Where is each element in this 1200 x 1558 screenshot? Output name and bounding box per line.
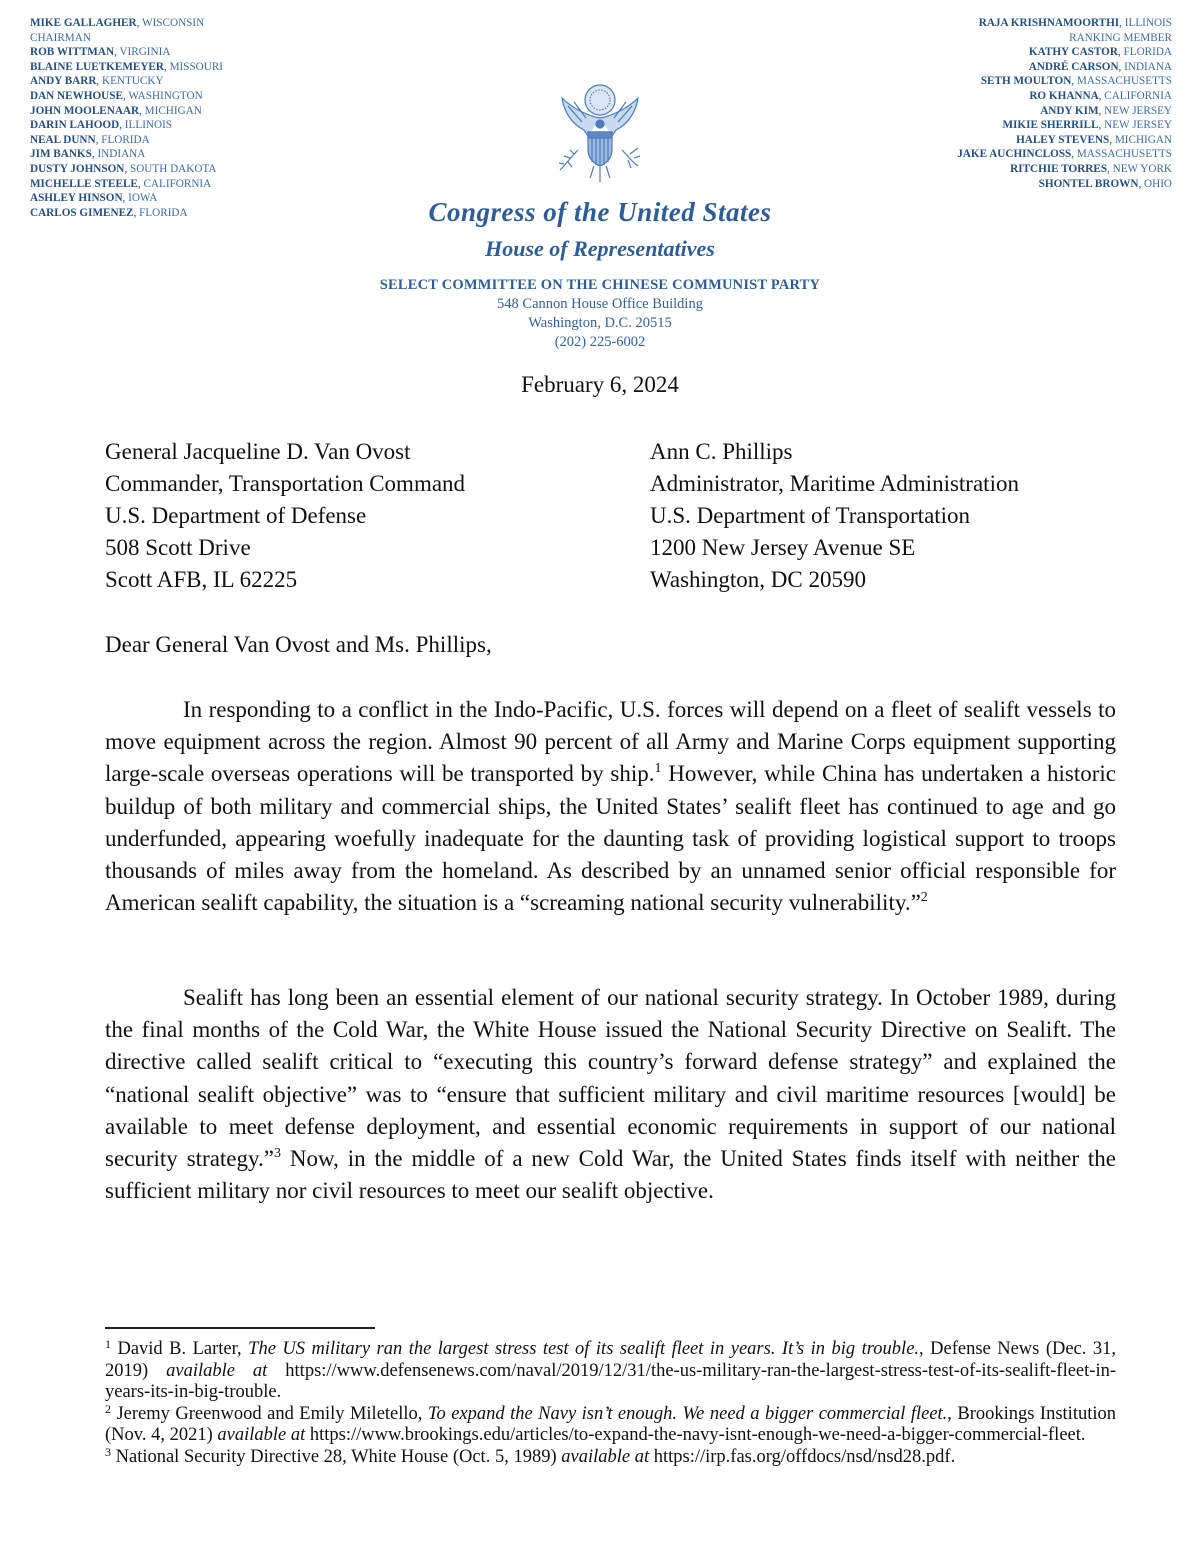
member-entry: KATHY CASTOR, FLORIDA (1028, 46, 1172, 59)
member-state: INDIANA (1124, 60, 1172, 73)
member-state: OHIO (1144, 177, 1172, 190)
footnote-number: 3 (105, 1444, 111, 1459)
footnote-source: , Defense News (Dec. 31, 2019) (105, 1339, 1116, 1381)
member-name: KATHY CASTOR (1028, 46, 1118, 59)
member-name: MICHELLE STEELE (30, 177, 138, 190)
member-entry: SHONTEL BROWN, OHIO (1038, 177, 1172, 190)
salutation: Dear General Van Ovost and Ms. Phillips, (105, 632, 492, 657)
member-state: MICHIGAN (144, 104, 202, 117)
member-state: WASHINGTON (128, 89, 203, 102)
footnote-ref-2[interactable]: 2 (920, 890, 928, 906)
member-name: ANDY BARR (30, 75, 97, 88)
member-name: RAJA KRISHNAMOORTHI (978, 17, 1120, 29)
office-phone: (202) 225-6002 (554, 334, 646, 350)
member-state: SOUTH DAKOTA (129, 162, 217, 175)
congress-heading: Congress of the United States (428, 197, 772, 227)
paragraph-text: In responding to a conflict in the Indo-Pacific, U.S. forces will depend on a fleet of sealift vessels to move equipment across the region. Almost 90 percent of all Army and Marine Corps equipment supporting large-scale overseas operations will be transported by ship. (105, 697, 1116, 787)
member-name: ROB WITTMAN (30, 46, 115, 59)
office-address: 548 Cannon House Office Building (497, 296, 703, 312)
recipient-address-2 (650, 436, 1019, 596)
recipient-address-1 (105, 436, 465, 596)
recipient-line: Ann C. Phillips (650, 439, 793, 464)
member-state: MISSOURI (169, 60, 224, 73)
member-entry: DAN NEWHOUSE, WASHINGTON (30, 89, 203, 102)
member-entry: BLAINE LUETKEMEYER, MISSOURI (30, 60, 224, 73)
footnote-divider (105, 1327, 375, 1329)
paragraph-text: Sealift has long been an essential element of our national security strategy. In October 1989, during the final months of the Cold War, the White House issued the National Security Directive on Sealift. The directive called sealift critical to “executing this country’s forward defense strategy” and explained the “national sealift objective” was to “ensure that sufficient military and civil maritime resources [would] be available to meet defense deployment, and essential economic requirements in support of our national security strategy.” (105, 985, 1116, 1172)
footnote-url[interactable]: https://www.brookings.edu/articles/to-expand-the-navy-isnt-enough-we-need-a-bigger-commercial-fleet. (305, 1425, 1086, 1445)
member-entry: RITCHIE TORRES, NEW YORK (1010, 162, 1172, 175)
footnote-source: , Brookings Institution (Nov. 4, 2021) (105, 1403, 1116, 1445)
member-state: FLORIDA (139, 206, 188, 219)
house-heading: House of Representatives (485, 236, 715, 261)
member-name: NEAL DUNN (30, 133, 96, 146)
footnote-available-at: available at (561, 1446, 650, 1467)
member-name: BLAINE LUETKEMEYER (30, 60, 164, 73)
member-entry: MICHELLE STEELE, CALIFORNIA (30, 177, 212, 190)
member-entry: ANDY BARR, KENTUCKY (30, 75, 164, 88)
member-entry: ANDRÉ CARSON, INDIANA (1028, 60, 1172, 73)
member-state: MASSACHUSETTS (1076, 148, 1172, 161)
member-state: FLORIDA (101, 133, 150, 146)
footnote-number: 2 (105, 1401, 111, 1416)
member-name: CARLOS GIMENEZ (30, 206, 134, 219)
recipient-line: Scott AFB, IL 62225 (105, 567, 298, 592)
member-state: NEW YORK (1112, 162, 1172, 175)
member-entry: JAKE AUCHINCLOSS, MASSACHUSETTS (957, 148, 1172, 161)
member-entry: SETH MOULTON, MASSACHUSETTS (980, 75, 1172, 88)
member-name: JOHN MOOLENAAR (30, 104, 140, 117)
member-state: WISCONSIN (142, 17, 205, 29)
footnote-2 (105, 1401, 1116, 1447)
footnote-ref-3[interactable]: 3 (273, 1146, 281, 1162)
footnote-url[interactable]: https://irp.fas.org/offdocs/nsd/nsd28.pdf. (649, 1446, 956, 1467)
member-entry: JIM BANKS, INDIANA (30, 148, 146, 161)
recipient-line: U.S. Department of Defense (105, 503, 367, 528)
member-name: JAKE AUCHINCLOSS (957, 148, 1072, 161)
member-entry: CARLOS GIMENEZ, FLORIDA (30, 206, 188, 219)
body-paragraph-2 (105, 982, 1116, 1207)
footnote-author: David B. Larter, (111, 1339, 249, 1359)
member-name: RO KHANNA (1029, 89, 1099, 102)
committee-name: SELECT COMMITTEE ON THE CHINESE COMMUNIST PARTY (379, 277, 821, 293)
member-state: MICHIGAN (1114, 133, 1172, 146)
footnote-available-at: available at (166, 1360, 268, 1381)
great-seal-eagle-icon (548, 78, 652, 190)
member-state: INDIANA (97, 148, 146, 161)
member-entry: MIKE GALLAGHER, WISCONSIN (30, 17, 205, 29)
footnotes (105, 1339, 1116, 1468)
recipient-line: General Jacqueline D. Van Ovost (105, 439, 411, 464)
footnote-ref-1[interactable]: 1 (654, 761, 662, 777)
member-name: JIM BANKS (30, 148, 92, 161)
office-city: Washington, D.C. 20515 (528, 315, 672, 331)
member-entry: ANDY KIM, NEW JERSEY (1040, 104, 1172, 117)
footnote-source: National Security Directive 28, White House (Oct. 5, 1989) (111, 1446, 562, 1467)
member-state: CALIFORNIA (1104, 89, 1172, 102)
member-name: SETH MOULTON (980, 75, 1072, 88)
footnote-url[interactable]: https://www.defensenews.com/naval/2019/12/31/the-us-military-ran-the-largest-stress-test-of-its-sealift-fleet-in-years-its-in-big-trouble. (105, 1360, 1116, 1402)
member-state: CALIFORNIA (143, 177, 212, 190)
footnote-available-at: available at (217, 1425, 306, 1445)
member-role: RANKING MEMBER (1069, 31, 1172, 44)
footnote-title: The US military ran the largest stress test of its sealift fleet in years. It’s in big trouble. (248, 1339, 920, 1359)
member-state: ILLINOIS (1124, 17, 1172, 29)
member-entry: RO KHANNA, CALIFORNIA (1029, 89, 1172, 102)
footnote-title: To expand the Navy isn’t enough. We need a bigger commercial fleet. (427, 1403, 948, 1424)
member-entry: NEAL DUNN, FLORIDA (30, 133, 150, 146)
member-name: MIKE GALLAGHER (30, 17, 137, 29)
footnote-3 (105, 1444, 1116, 1469)
majority-members-list (30, 16, 223, 220)
member-entry: HALEY STEVENS, MICHIGAN (1016, 133, 1172, 146)
member-role: CHAIRMAN (30, 31, 91, 44)
member-entry: RAJA KRISHNAMOORTHI, ILLINOIS (978, 17, 1172, 29)
recipient-line: Washington, DC 20590 (650, 567, 867, 592)
member-state: VIRGINIA (119, 46, 171, 59)
recipient-line: 508 Scott Drive (105, 535, 251, 560)
footnote-1 (105, 1339, 1116, 1404)
member-entry: DUSTY JOHNSON, SOUTH DAKOTA (30, 162, 217, 175)
letter-date: February 6, 2024 (521, 372, 679, 397)
member-state: NEW JERSEY (1104, 104, 1172, 117)
member-entry (30, 31, 223, 46)
member-name: DARIN LAHOOD (30, 119, 120, 132)
member-name: DUSTY JOHNSON (30, 162, 125, 175)
recipient-line: 1200 New Jersey Avenue SE (650, 535, 916, 560)
member-entry: ASHLEY HINSON, IOWA (30, 192, 158, 205)
member-name: RITCHIE TORRES (1010, 162, 1108, 175)
member-state: IOWA (128, 192, 158, 205)
member-state: ILLINOIS (124, 119, 173, 132)
member-entry: JOHN MOOLENAAR, MICHIGAN (30, 104, 202, 117)
member-state: NEW JERSEY (1104, 119, 1172, 132)
minority-members-list (957, 16, 1172, 191)
member-name: MIKIE SHERRILL (1002, 119, 1099, 132)
member-entry: MIKIE SHERRILL, NEW JERSEY (1002, 119, 1172, 132)
member-entry (957, 31, 1172, 46)
footnote-number: 1 (105, 1337, 111, 1351)
member-state: FLORIDA (1123, 46, 1172, 59)
member-name: HALEY STEVENS (1016, 133, 1110, 146)
recipient-line: U.S. Department of Transportation (650, 503, 971, 528)
body-paragraph-1 (105, 694, 1116, 919)
member-name: DAN NEWHOUSE (30, 89, 123, 102)
recipient-line: Commander, Transportation Command (105, 471, 466, 496)
recipient-line: Administrator, Maritime Administration (650, 471, 1019, 496)
member-entry: DARIN LAHOOD, ILLINOIS (30, 119, 173, 132)
member-state: MASSACHUSETTS (1076, 75, 1172, 88)
member-name: SHONTEL BROWN (1038, 177, 1139, 190)
paragraph-text: However, while China has undertaken a historic buildup of both military and commercial ships, the United States’ sealift fleet has continued to age and go underfunded, appearing woefully inadequate for the daunting task of providing logistical support to troops thousands of miles away from the homeland. As described by an unnamed senior official responsible for American sealift capability, the situation is a “screaming national security vulnerability.” (105, 761, 1116, 916)
member-state: KENTUCKY (102, 75, 164, 88)
member-name: ANDY KIM (1040, 104, 1099, 117)
member-name: ASHLEY HINSON (30, 192, 123, 205)
paragraph-text: Now, in the middle of a new Cold War, the United States finds itself with neither the sufficient military nor civil resources to meet our sealift objective. (105, 1146, 1116, 1204)
member-name: ANDRÉ CARSON (1028, 60, 1119, 73)
member-entry: ROB WITTMAN, VIRGINIA (30, 46, 171, 59)
footnote-author: Jeremy Greenwood and Emily Miletello, (111, 1403, 428, 1424)
